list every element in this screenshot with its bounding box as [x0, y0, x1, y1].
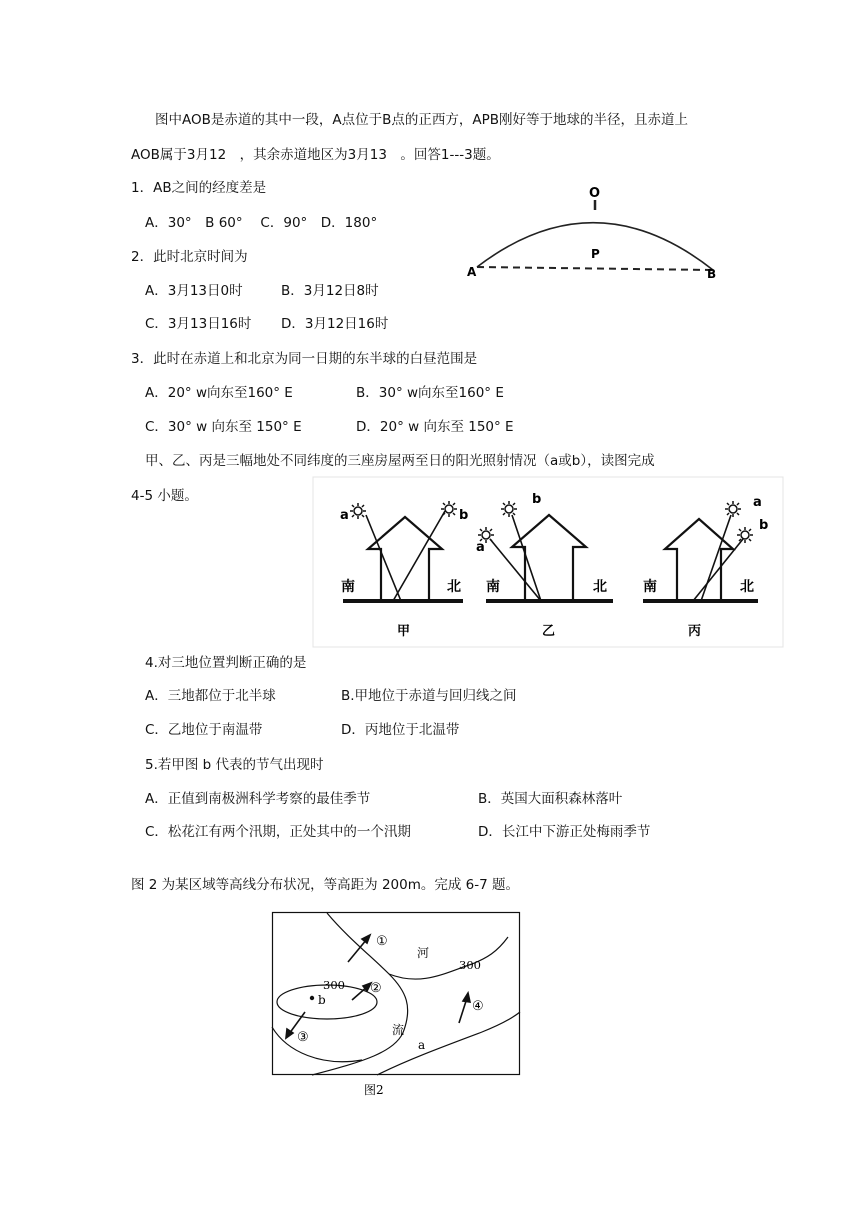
sun-b-yi-icon [501, 501, 517, 517]
caption-jia: 甲 [397, 624, 411, 639]
label-south-bing: 南 [643, 579, 657, 595]
house-yi [476, 492, 613, 639]
q5-option-b: B．英国大面积森林落叶 [478, 791, 623, 807]
sun-b-bing-icon [737, 527, 753, 543]
figure-caption: 图2 [364, 1083, 384, 1097]
house-bing [643, 495, 768, 639]
q5-option-a: A．正值到南极洲科学考察的最佳季节 [145, 791, 371, 807]
marker-1: ① [376, 934, 388, 949]
intro-line-2: AOB属于3月12 ，其余赤道地区为3月13 。回答1---3题。 [131, 147, 500, 163]
q5-stem: 5.若甲图 b 代表的节气出现时 [145, 757, 324, 773]
river-label-bottom: 流 [392, 1023, 405, 1037]
label-north-yi: 北 [593, 579, 607, 595]
label-north-jia: 北 [447, 579, 461, 595]
intro2-line-1: 甲、乙、丙是三幅地处不同纬度的三座房屋两至日的阳光照射情况（a或b），读图完成 [145, 453, 655, 469]
label-300-left: 300 [323, 978, 345, 992]
q5-option-c: C．松花江有两个汛期，正处其中的一个汛期 [145, 824, 411, 840]
label-a-yi: a [476, 540, 485, 555]
house-jia [340, 501, 468, 639]
point-b-dot [310, 996, 314, 1000]
label-b: B [707, 267, 717, 281]
intro3-line: 图 2 为某区域等高线分布状况，等高距为 200m。完成 6-7 题。 [131, 877, 520, 893]
equator-arc-figure [455, 182, 730, 282]
q2-stem: 2．此时北京时间为 [131, 249, 248, 265]
q2-option-d: D．3月12日16时 [281, 316, 389, 332]
label-a-bing: a [753, 495, 762, 510]
label-point-a: a [418, 1038, 426, 1052]
label-b-jia: b [459, 508, 469, 523]
contour-a [377, 1012, 520, 1075]
q3-option-a: A．20° w向东至160° E [145, 385, 293, 401]
sun-a-bing-icon [725, 501, 741, 517]
q5-option-d: D．长江中下游正处梅雨季节 [478, 824, 651, 840]
q2-option-a: A．3月13日0时 [145, 283, 243, 299]
label-b-yi: b [532, 492, 542, 507]
caption-bing: 丙 [688, 624, 702, 639]
label-b-bing: b [759, 518, 769, 533]
q3-option-b: B．30° w向东至160° E [356, 385, 504, 401]
map-frame [273, 913, 520, 1075]
contour-left-outer [272, 1027, 362, 1062]
sun-a-jia-icon [350, 503, 366, 519]
figure-frame [313, 477, 783, 647]
q4-option-b: B.甲地位于赤道与回归线之间 [341, 688, 517, 704]
marker-4: ④ [472, 999, 484, 1014]
marker-2: ② [370, 981, 382, 996]
q4-option-d: D．丙地位于北温带 [341, 722, 460, 738]
contour-300-right [389, 937, 508, 979]
label-north-bing: 北 [740, 579, 754, 595]
q2-option-b: B．3月12日8时 [281, 283, 379, 299]
contour-map-figure [272, 912, 522, 1102]
ray-b-bing [693, 539, 743, 601]
river-label-top: 河 [417, 946, 430, 960]
sun-b-jia-icon [441, 501, 457, 517]
label-south-yi: 南 [486, 579, 500, 595]
ray-b-yi [512, 515, 541, 601]
intro2-line-2: 4-5 小题。 [131, 488, 198, 504]
label-o: O [589, 186, 601, 201]
q1-options: A．30° B 60° C．90° D．180° [145, 215, 378, 231]
arrow-4-head-icon [463, 993, 470, 1002]
marker-3: ③ [297, 1030, 309, 1045]
caption-yi: 乙 [542, 624, 556, 639]
intro-line-1: 图中AOB是赤道的其中一段，A点位于B点的正西方，APB刚好等于地球的半径，且赤道上 [155, 112, 689, 128]
ray-a-bing [701, 515, 731, 601]
ray-b-jia [393, 511, 445, 601]
q1-stem: 1．AB之间的经度差是 [131, 180, 267, 196]
house-outline-jia [368, 517, 442, 601]
label-point-b: b [318, 993, 326, 1007]
houses-sunlight-figure [313, 477, 783, 647]
q3-stem: 3．此时在赤道上和北京为同一日期的东半球的白昼范围是 [131, 351, 478, 367]
label-300-right: 300 [459, 958, 481, 972]
q4-stem: 4.对三地位置判断正确的是 [145, 655, 307, 671]
q3-option-c: C．30° w 向东至 150° E [145, 419, 302, 435]
q2-option-c: C．3月13日16时 [145, 316, 252, 332]
q3-option-d: D．20° w 向东至 150° E [356, 419, 514, 435]
q4-option-c: C．乙地位于南温带 [145, 722, 263, 738]
q4-option-a: A．三地都位于北半球 [145, 688, 276, 704]
label-south-jia: 南 [341, 579, 355, 595]
ray-a-jia [366, 515, 401, 601]
arrow-1-head-icon [362, 935, 370, 943]
label-a: A [467, 265, 477, 279]
chord-apb [477, 267, 713, 270]
label-p: P [591, 247, 600, 261]
house-outline-yi [512, 515, 586, 601]
house-outline-bing [665, 519, 733, 601]
label-a-jia: a [340, 508, 349, 523]
